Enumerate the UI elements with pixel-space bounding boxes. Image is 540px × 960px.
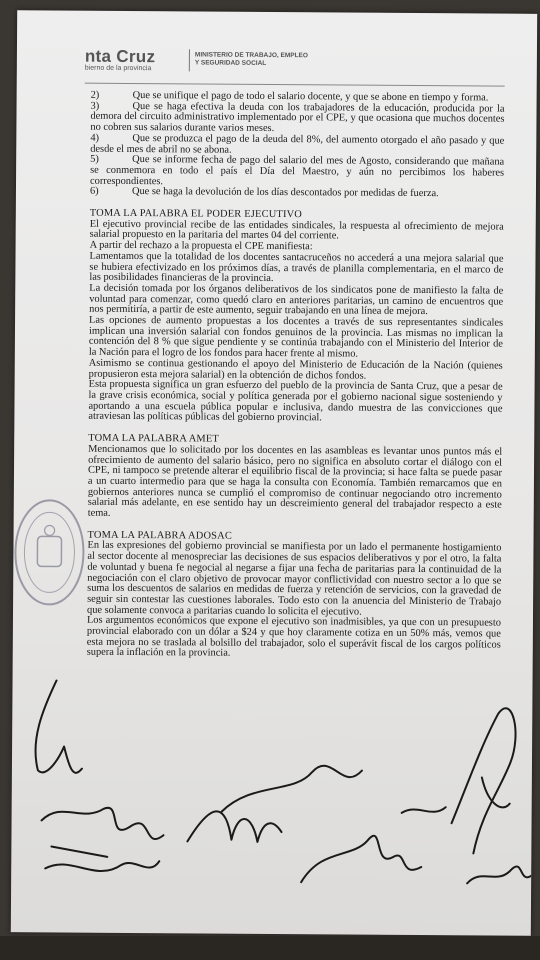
ministry-line-2: Y SEGURIDAD SOCIAL	[194, 59, 267, 67]
paragraph: Las opciones de aumento propuestas a los docentes a través de sus representantes sindicales implican una inversión salarial con fondos genuinos de la provincia. Las mismas no implican la contención del 8 % que sigue pendiente y se continúa trabajando con el Ministerio del Interior de la Nación para el logro de los fondos para hacer frente al mismo.	[88, 314, 504, 360]
paragraph: El ejecutivo provincial recibe de las entidades sindicales, la respuesta al ofrecimiento de mejora salarial propuesto en la paritaria del martes 04 del corriente.	[89, 218, 504, 242]
item-text: Que se haga efectiva la deuda con los trabajadores de la educación, producida por la demora del circuito administrativo implementado por el CPE, y que ocasiona que muchos docentes no cobren sus salarios durante varios meses.	[90, 100, 505, 135]
province-logo	[85, 47, 156, 72]
item-number: 3)	[90, 100, 100, 112]
item-text: Que se informe fecha de pago del salario del mes de Agosto, considerando que mañana se conmemora en todo el país el Día del Maestro, y aún no percibimos los haberes correspondientes.	[89, 154, 505, 187]
document-page	[11, 10, 537, 936]
document-body	[87, 91, 505, 662]
logo-subtext: bierno de la provincia	[84, 64, 152, 73]
list-item	[90, 187, 504, 201]
section-heading-amet: TOMA LA PALABRA AMET	[88, 432, 220, 445]
section-heading-ejecutivo: TOMA LA PALABRA EL PODER EJECUTIVO	[89, 207, 303, 221]
paragraph: Mencionamos que lo solicitado por los docentes en las asambleas es levantar unos puntos más el ofrecimiento de aumento del salario básico, pero no significa en absoluto cortar el diálogo con el CPE, ni tampoco se pretende alterar el equilibrio fiscal de la provincia; si hace falta se puede pasar a un cuarto intermedio para que se haga la consulta con Economía. También remarcamos que en gobiernos anteriores nunca se cumplió el compromiso de continuar negociando otro incremento salarial más adelante, en ese sentido hay un descreimiento general del trabajador respecto a este tema.	[87, 443, 503, 519]
header-rule	[85, 83, 505, 87]
item-number: 2)	[90, 89, 100, 101]
list-item	[90, 101, 504, 136]
paragraph: Los argumentos económicos que expone el ejecutivo son inadmisibles, ya que con un presupuesto provincial elaborado con un dólar a $24 y que hoy claramente cotiza en un 50% más, vemos que esta mejora no se traslada al bolsillo del trabajador, solo el superávit fiscal de los cargos políticos supera la inflación en la provincia.	[86, 615, 501, 660]
item-number: 4)	[90, 132, 100, 144]
section-heading-adosac: TOMA LA PALABRA ADOSAC	[87, 529, 233, 542]
official-stamp	[11, 494, 92, 613]
paragraph: Esta propuesta significa un gran esfuerzo del pueblo de la provincia de Santa Cruz, que a pesar de la grave crisis económica, social y política generada por el gobierno nacional sigue sosteniendo y aportando a una escuela pública popular e inclusiva, dando muestra de las convicciones que atraviesan las políticas públicas del gobierno provincial.	[88, 378, 503, 424]
item-text: Que se produzca el pago de la deuda del 8%, del aumento otorgado el año pasado y que desde el mes de abril no se abona.	[90, 132, 505, 156]
header-divider	[189, 49, 190, 71]
list-item	[90, 155, 504, 190]
ministry-line-1: MINISTERIO DE TRABAJO, EMPLEO	[194, 51, 308, 60]
item-number: 5)	[90, 153, 99, 165]
paragraph: Asimismo se continua gestionando el apoyo del Ministerio de Educación de la Nación (quienes propusieron esta mejora salarial) en la obtención de dichos fondos.	[88, 357, 503, 382]
letterhead	[85, 37, 505, 84]
signatures	[11, 650, 533, 934]
paragraph: La decisión tomada por los órganos deliberativos de los sindicatos pone de manifiesto la falta de voluntad para comenzar, como quedó claro en anteriores paritarias, un camino de encuentros que nos permitiría, a partir de este aumento, seguir trabajando en una línea de mejora.	[89, 282, 504, 318]
paragraph: A partir del rechazo a la propuesta el CPE manifiesta:	[89, 239, 313, 253]
demands-list	[90, 91, 505, 201]
logo-text: nta Cruz	[84, 46, 156, 67]
background-surface	[0, 936, 540, 960]
paragraph: Lamentamos que la totalidad de los docentes santacruceños no accederá a una mejora salarial que se hubiera efectivizado en los próximos días, a través de planilla complementaria, en el marco de las posibilidades financieras de la provincia.	[89, 250, 504, 285]
paragraph: En las expresiones del gobierno provincial se manifiesta por un lado el permanente hostigamiento al sector docente al menospreciar las decisiones de sus espacios deliberativos y por el otro, la falta de voluntad y buena fe negocial al negarse a fijar una fecha de paritarias para la continuidad de la negociación con el claro objetivo de provocar mayor conflictividad con nuestro sector a lo que se suma los descuentos de salarios en medidas de fuerza y retención de servicios, con la gravedad de seguir sin contestar las cuestiones laborales. Todo esto con la anuencia del Ministerio de Trabajo que solamente convoca a paritarias cuando lo solicita el ejecutivo.	[87, 540, 502, 618]
ministry-name	[195, 51, 308, 68]
item-text: Que se unifique el pago de todo el salario docente, y que se abone en tiempo y forma.	[132, 90, 489, 104]
item-number: 6)	[89, 186, 99, 198]
item-text: Que se haga la devolución de los días descontados por medidas de fuerza.	[131, 186, 439, 200]
